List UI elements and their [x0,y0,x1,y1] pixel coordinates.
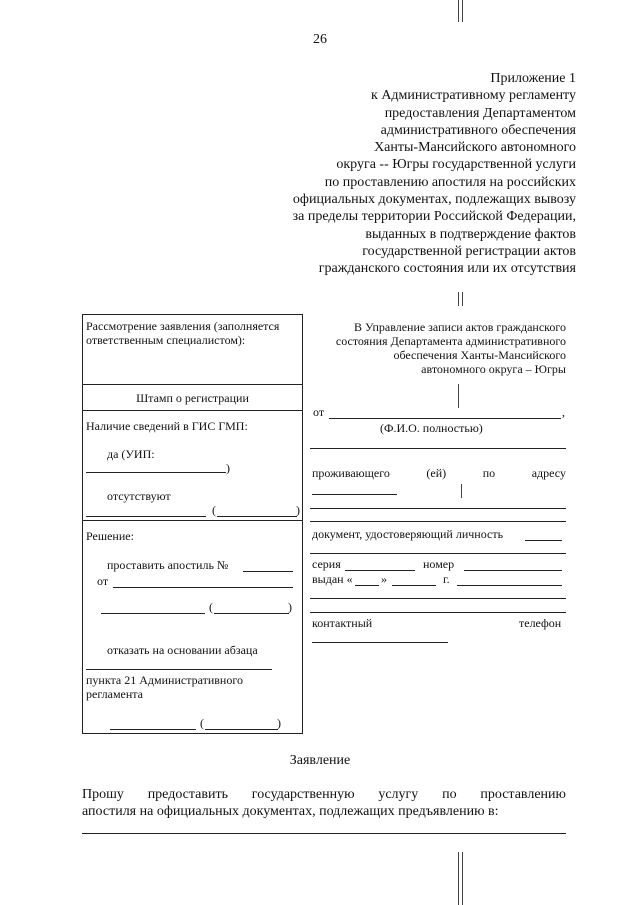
applicant-name-field[interactable] [329,418,561,419]
box-divider [83,384,302,385]
issued-by-field-3[interactable] [310,612,566,613]
residing-word: адресу [531,466,566,480]
refuse-paragraph-field[interactable] [86,669,272,670]
clause-label [86,673,243,701]
id-document-field[interactable] [525,540,562,541]
presentation-country-field[interactable] [82,833,566,834]
absent-name-field[interactable] [217,516,297,517]
request-line-1: Прошу предоставить государственную услугу по проставлению [82,787,566,802]
address-field-1[interactable] [312,494,397,495]
gis-info-label: Наличие сведений в ГИС ГМП: [86,419,248,433]
page-number: 26 [313,32,327,47]
scan-artifact-line [458,0,459,22]
yes-uip-label: да (УИП: [107,447,155,461]
appendix-line: государственной регистрации актов [362,243,576,259]
appendix-line: Ханты-Мансийского автономного [374,140,576,156]
refuse-signature-field[interactable] [110,729,196,730]
addressee-line: В Управление записи актов гражданского [354,320,566,334]
address-field-2[interactable] [310,508,566,509]
statement-title: Заявление [289,753,351,768]
scan-artifact-line [462,292,463,306]
uip-close: ) [226,461,230,475]
paren-close: ) [288,600,292,614]
paren-close: ) [277,716,281,730]
paren-open: ( [212,503,216,517]
stamp-label: Штамп о регистрации [136,391,249,405]
fio-hint: (Ф.И.О. полностью) [380,421,483,435]
issued-by-field[interactable] [457,585,562,586]
paren-open: ( [200,716,204,730]
residing-word: по [482,466,496,480]
review-label-line: ответственным специалистом): [86,333,246,347]
scan-artifact-line [461,484,462,498]
review-box [82,314,303,734]
box-divider [83,520,302,521]
apostille-signature-field[interactable] [101,613,205,614]
apostille-date-label: от [97,574,109,588]
addressee-line: состояния Департамента административного [335,334,566,348]
appendix-line: к Административному регламенту [371,88,576,104]
box-divider [83,410,302,411]
apostille-number-label: проставить апостиль № [107,558,229,572]
issued-month-field[interactable] [392,585,436,586]
review-label-line: Рассмотрение заявления (заполняется [86,319,280,333]
residing-word: проживающего [312,466,390,480]
appendix-line: по проставлению апостиля на российских [324,174,576,190]
issued-quote-close: » [381,572,387,586]
apostille-number-field[interactable] [243,571,293,572]
applicant-name-comma: , [562,405,565,419]
appendix-line: предоставления Департаментом [384,105,576,121]
scan-artifact-line [462,0,463,22]
number-label: номер [423,557,455,571]
request-line-2: апостиля на официальных документах, подлежащих предъявлению в: [82,804,499,819]
appendix-header [196,70,576,278]
appendix-line: за пределы территории Российской Федерации, [292,209,576,225]
clause-label-line: пункта 21 Административного [86,673,243,687]
id-document-label: документ, удостоверяющий личность [312,527,504,541]
refuse-label: отказать на основании абзаца [107,643,258,657]
issued-year-label: г. [443,572,450,586]
phone-label: телефон [519,616,562,630]
review-label [86,319,301,347]
clause-label-line: регламента [86,687,144,701]
decision-label: Решение: [86,529,134,543]
uip-field[interactable] [86,472,226,473]
id-document-field-2[interactable] [310,553,566,554]
appendix-line: административного обеспечения [380,122,576,138]
address-field-3[interactable] [310,521,566,522]
issued-day-field[interactable] [355,585,379,586]
residing-word: (ей) [426,466,447,480]
apostille-date-field[interactable] [113,587,293,588]
refuse-name-field[interactable] [205,729,278,730]
series-field[interactable] [345,570,415,571]
contact-label: контактный [312,616,373,630]
series-label: серия [312,557,341,571]
appendix-line: Приложение 1 [490,71,576,86]
appendix-line: округа -- Югры государственной услуги [336,157,576,173]
paren-open: ( [209,600,213,614]
issued-by-field-2[interactable] [310,598,566,599]
applicant-from-label: от [313,405,325,419]
absent-label: отсутствуют [107,489,171,503]
number-field[interactable] [464,570,562,571]
scan-artifact-line [462,852,463,905]
scan-artifact-line [458,384,459,408]
appendix-line: выданных в подтверждение фактов [365,226,576,242]
residing-label [312,466,566,480]
scan-artifact-line [458,292,459,306]
paren-close: ) [296,503,300,517]
addressee-line: автономного округа – Югры [421,362,566,376]
phone-field[interactable] [312,642,448,643]
appendix-line: гражданского состояния или их отсутствия [318,261,576,277]
appendix-line: официальных документах, подлежащих вывозу [292,192,576,208]
apostille-name-field[interactable] [214,613,289,614]
addressee [310,320,566,376]
addressee-line: обеспечения Ханты-Мансийского [393,348,566,362]
applicant-name-field-2[interactable] [310,448,566,449]
scan-artifact-line [458,852,459,905]
absent-signature-field[interactable] [86,516,206,517]
issued-label: выдан « [312,572,353,586]
